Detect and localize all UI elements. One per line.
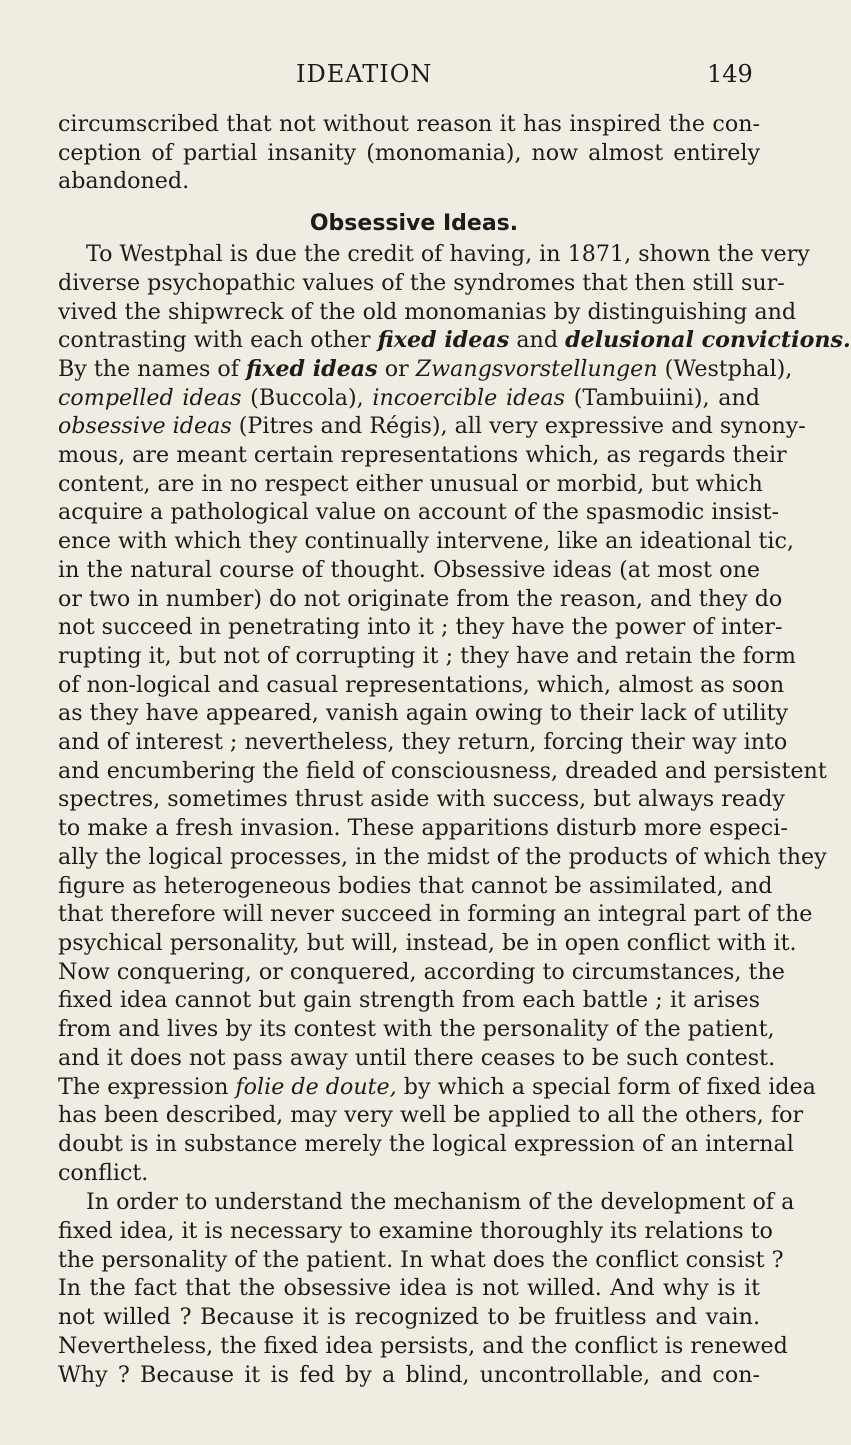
page-header (0, 60, 800, 90)
text-line: circumscribed that not without reason it has inspired the con- (58, 111, 760, 137)
text-line: conflict. (58, 1159, 149, 1186)
text-line: of non-logical and casual representations, which, almost as soon (58, 671, 785, 698)
text-line: doubt is in substance merely the logical expression of an internal (58, 1130, 794, 1157)
text-line: the personality of the patient. In what does the conflict consist ? (58, 1246, 784, 1273)
text-line: acquire a pathological value on account of the spasmodic insist- (58, 499, 779, 526)
text-line: The expression folie de doute, by which a special form of fixed idea (58, 1073, 816, 1100)
text-line: By the names of fixed ideas or Zwangsvorstellungen (Westphal), (58, 355, 793, 382)
text-line: Now conquering, or conquered, according to circumstances, the (58, 958, 785, 985)
text-line: in the natural course of thought. Obsessive ideas (at most one (58, 556, 760, 583)
section-heading: Obsessive Ideas. (309, 211, 519, 237)
text-line: that therefore will never succeed in forming an integral part of the (58, 901, 813, 928)
text-line: not succeed in penetrating into it ; they have the power of inter- (58, 614, 783, 641)
text-line: ally the logical processes, in the midst of the products of which they (58, 843, 827, 870)
text-line: diverse psychopathic values of the syndromes that then still sur- (58, 269, 785, 296)
text-line: rupting it, but not of corrupting it ; they have and retain the form (58, 642, 796, 669)
body-text (58, 110, 851, 1389)
page-number: 149 (707, 60, 753, 88)
text-line: not willed ? Because it is recognized to be fruitless and vain. (58, 1304, 760, 1331)
text-line: In order to understand the mechanism of the development of a (86, 1189, 795, 1216)
text-line: or two in number) do not originate from the reason, and they do (58, 585, 783, 612)
text-line: fixed idea cannot but gain strength from each battle ; it arises (58, 987, 760, 1014)
text-line: vived the shipwreck of the old monomanias by distinguishing and (58, 298, 797, 325)
text-line: spectres, sometimes thrust aside with success, but always ready (58, 786, 785, 813)
text-line: and it does not pass away until there ceases to be such contest. (58, 1044, 776, 1071)
text-line: abandoned. (58, 168, 190, 195)
text-line: Nevertheless, the fixed idea persists, and the conflict is renewed (58, 1332, 788, 1359)
text-line: contrasting with each other fixed ideas and delusional convictions. (58, 327, 851, 354)
text-line: ence with which they continually intervene, like an ideational tic, (58, 528, 794, 555)
text-line: obsessive ideas (Pitres and Régis), all very expressive and synony- (58, 413, 806, 440)
text-line: content, are in no respect either unusual or morbid, but which (58, 470, 763, 497)
text-line: from and lives by its contest with the personality of the patient, (58, 1016, 775, 1043)
text-line: In the fact that the obsessive idea is not willed. And why is it (58, 1275, 760, 1302)
text-line: psychical personality, but will, instead, be in open conflict with it. (58, 929, 797, 956)
text-line: has been described, may very well be applied to all the others, for (58, 1102, 804, 1129)
text-line: fixed idea, it is necessary to examine thoroughly its relations to (58, 1218, 773, 1245)
running-title: IDEATION (296, 60, 433, 88)
text-line: and of interest ; nevertheless, they return, forcing their way into (58, 729, 788, 756)
text-line: as they have appeared, vanish again owing to their lack of utility (58, 700, 789, 727)
text-line: To Westphal is due the credit of having, in 1871, shown the very (86, 241, 810, 268)
text-line: mous, are meant certain representations which, as regards their (58, 442, 787, 469)
text-line: Why ? Because it is fed by a blind, uncontrollable, and con- (58, 1361, 760, 1388)
text-line: ception of partial insanity (monomania), now almost entirely (58, 139, 760, 166)
text-line: compelled ideas (Buccola), incoercible ideas (Tambuiini), and (58, 384, 760, 411)
text-line: figure as heterogeneous bodies that cannot be assimilated, and (58, 872, 773, 899)
text-line: and encumbering the field of consciousness, dreaded and persistent (58, 757, 827, 784)
text-line: to make a fresh invasion. These apparitions disturb more especi- (58, 815, 788, 842)
